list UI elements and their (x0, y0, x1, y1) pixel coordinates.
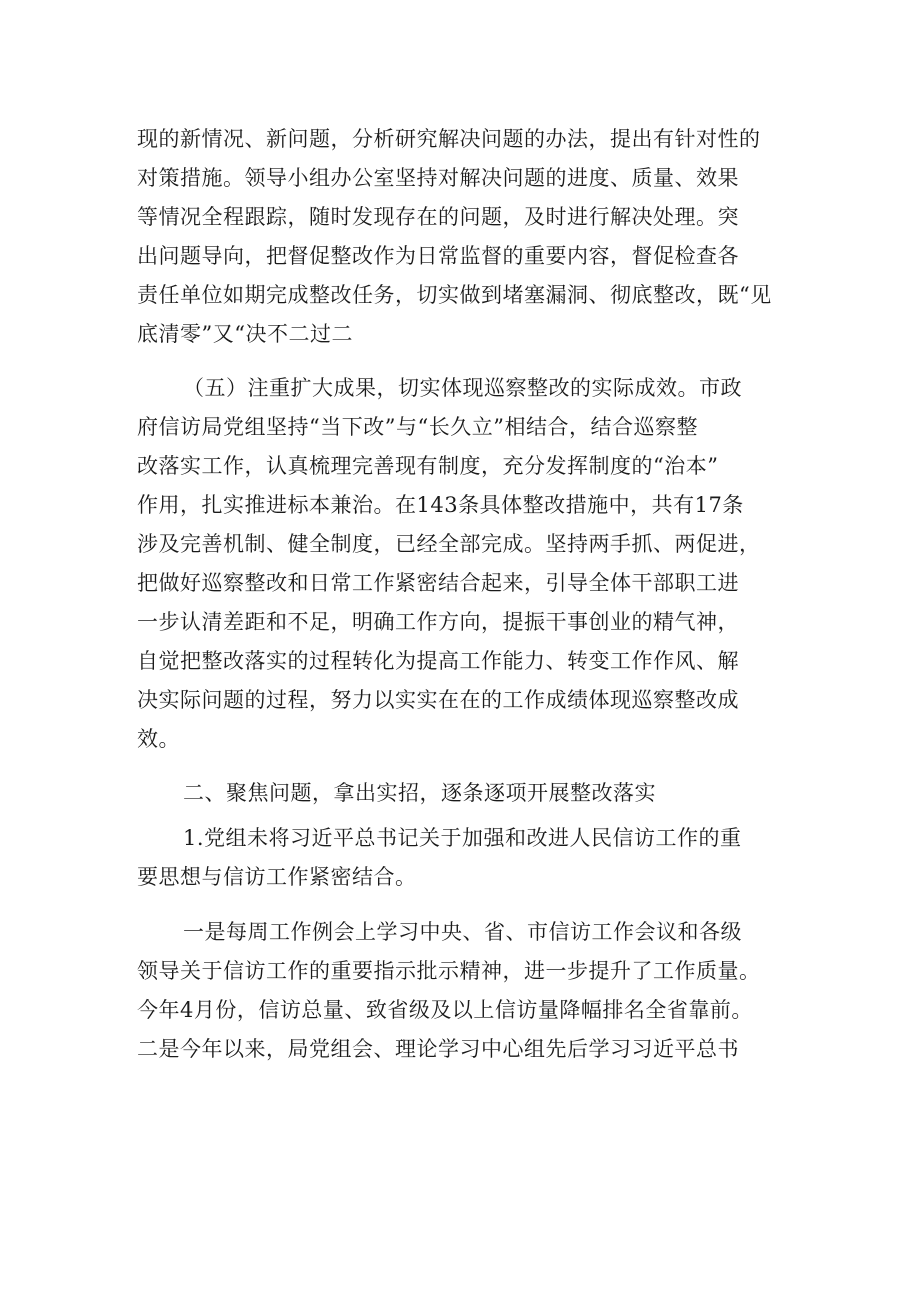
body-line: 对策措施。领导小组办公室坚持对解决问题的进度、质量、效果 (137, 166, 739, 190)
body-line: 作用，扎实推进标本兼治。在143条具体整改措施中，共有17条 (137, 493, 744, 517)
body-line: 把做好巡察整改和日常工作紧密结合起来，引导全体干部职工进 (137, 571, 739, 595)
body-line: 决实际问题的过程，努力以实实在在的工作成绩体现巡察整改成 (137, 688, 739, 712)
body-line: 府信访局党组坚持“当下改”与“长久立”相结合，结合巡察整 (137, 415, 698, 439)
body-line: 一步认清差距和不足，明确工作方向，提振干事创业的精气神， (137, 610, 739, 634)
section-two-heading: 二、聚焦问题，拿出实招，逐条逐项开展整改落实 (183, 781, 656, 805)
body-line: 二是今年以来，局党组会、理论学习中心组先后学习习近平总书 (137, 1037, 739, 1061)
body-line: 底清零”又“决不二过二 (137, 322, 353, 346)
body-line: 出问题导向，把督促整改作为日常监督的重要内容，督促检查各 (137, 244, 739, 268)
item-one-heading: 1.党组未将习近平总书记关于加强和改进人民信访工作的重 (183, 826, 742, 850)
body-line: 涉及完善机制、健全制度，已经全部完成。坚持两手抓、两促进， (137, 532, 761, 556)
body-line: 等情况全程跟踪，随时发现存在的问题，及时进行解决处理。突 (137, 205, 739, 229)
section-five-heading: （五）注重扩大成果，切实体现巡察整改的实际成效。市政 (183, 376, 742, 400)
body-line: 今年4月份，信访总量、致省级及以上信访量降幅排名全省靠前。 (137, 998, 753, 1022)
body-line: 改落实工作，认真梳理完善现有制度，充分发挥制度的“治本” (137, 454, 719, 478)
body-line: 一是每周工作例会上学习中央、省、市信访工作会议和各级 (183, 920, 742, 944)
body-line: 效。 (137, 727, 180, 751)
body-line: 要思想与信访工作紧密结合。 (137, 865, 417, 889)
body-line: 自觉把整改落实的过程转化为提高工作能力、转变工作作风、解 (137, 649, 739, 673)
body-line: 领导关于信访工作的重要指示批示精神，进一步提升了工作质量。 (137, 959, 761, 983)
body-line: 现的新情况、新问题，分析研究解决问题的办法，提出有针对性的 (137, 127, 761, 151)
body-line: 责任单位如期完成整改任务，切实做到堵塞漏洞、彻底整改，既“见 (137, 283, 772, 307)
